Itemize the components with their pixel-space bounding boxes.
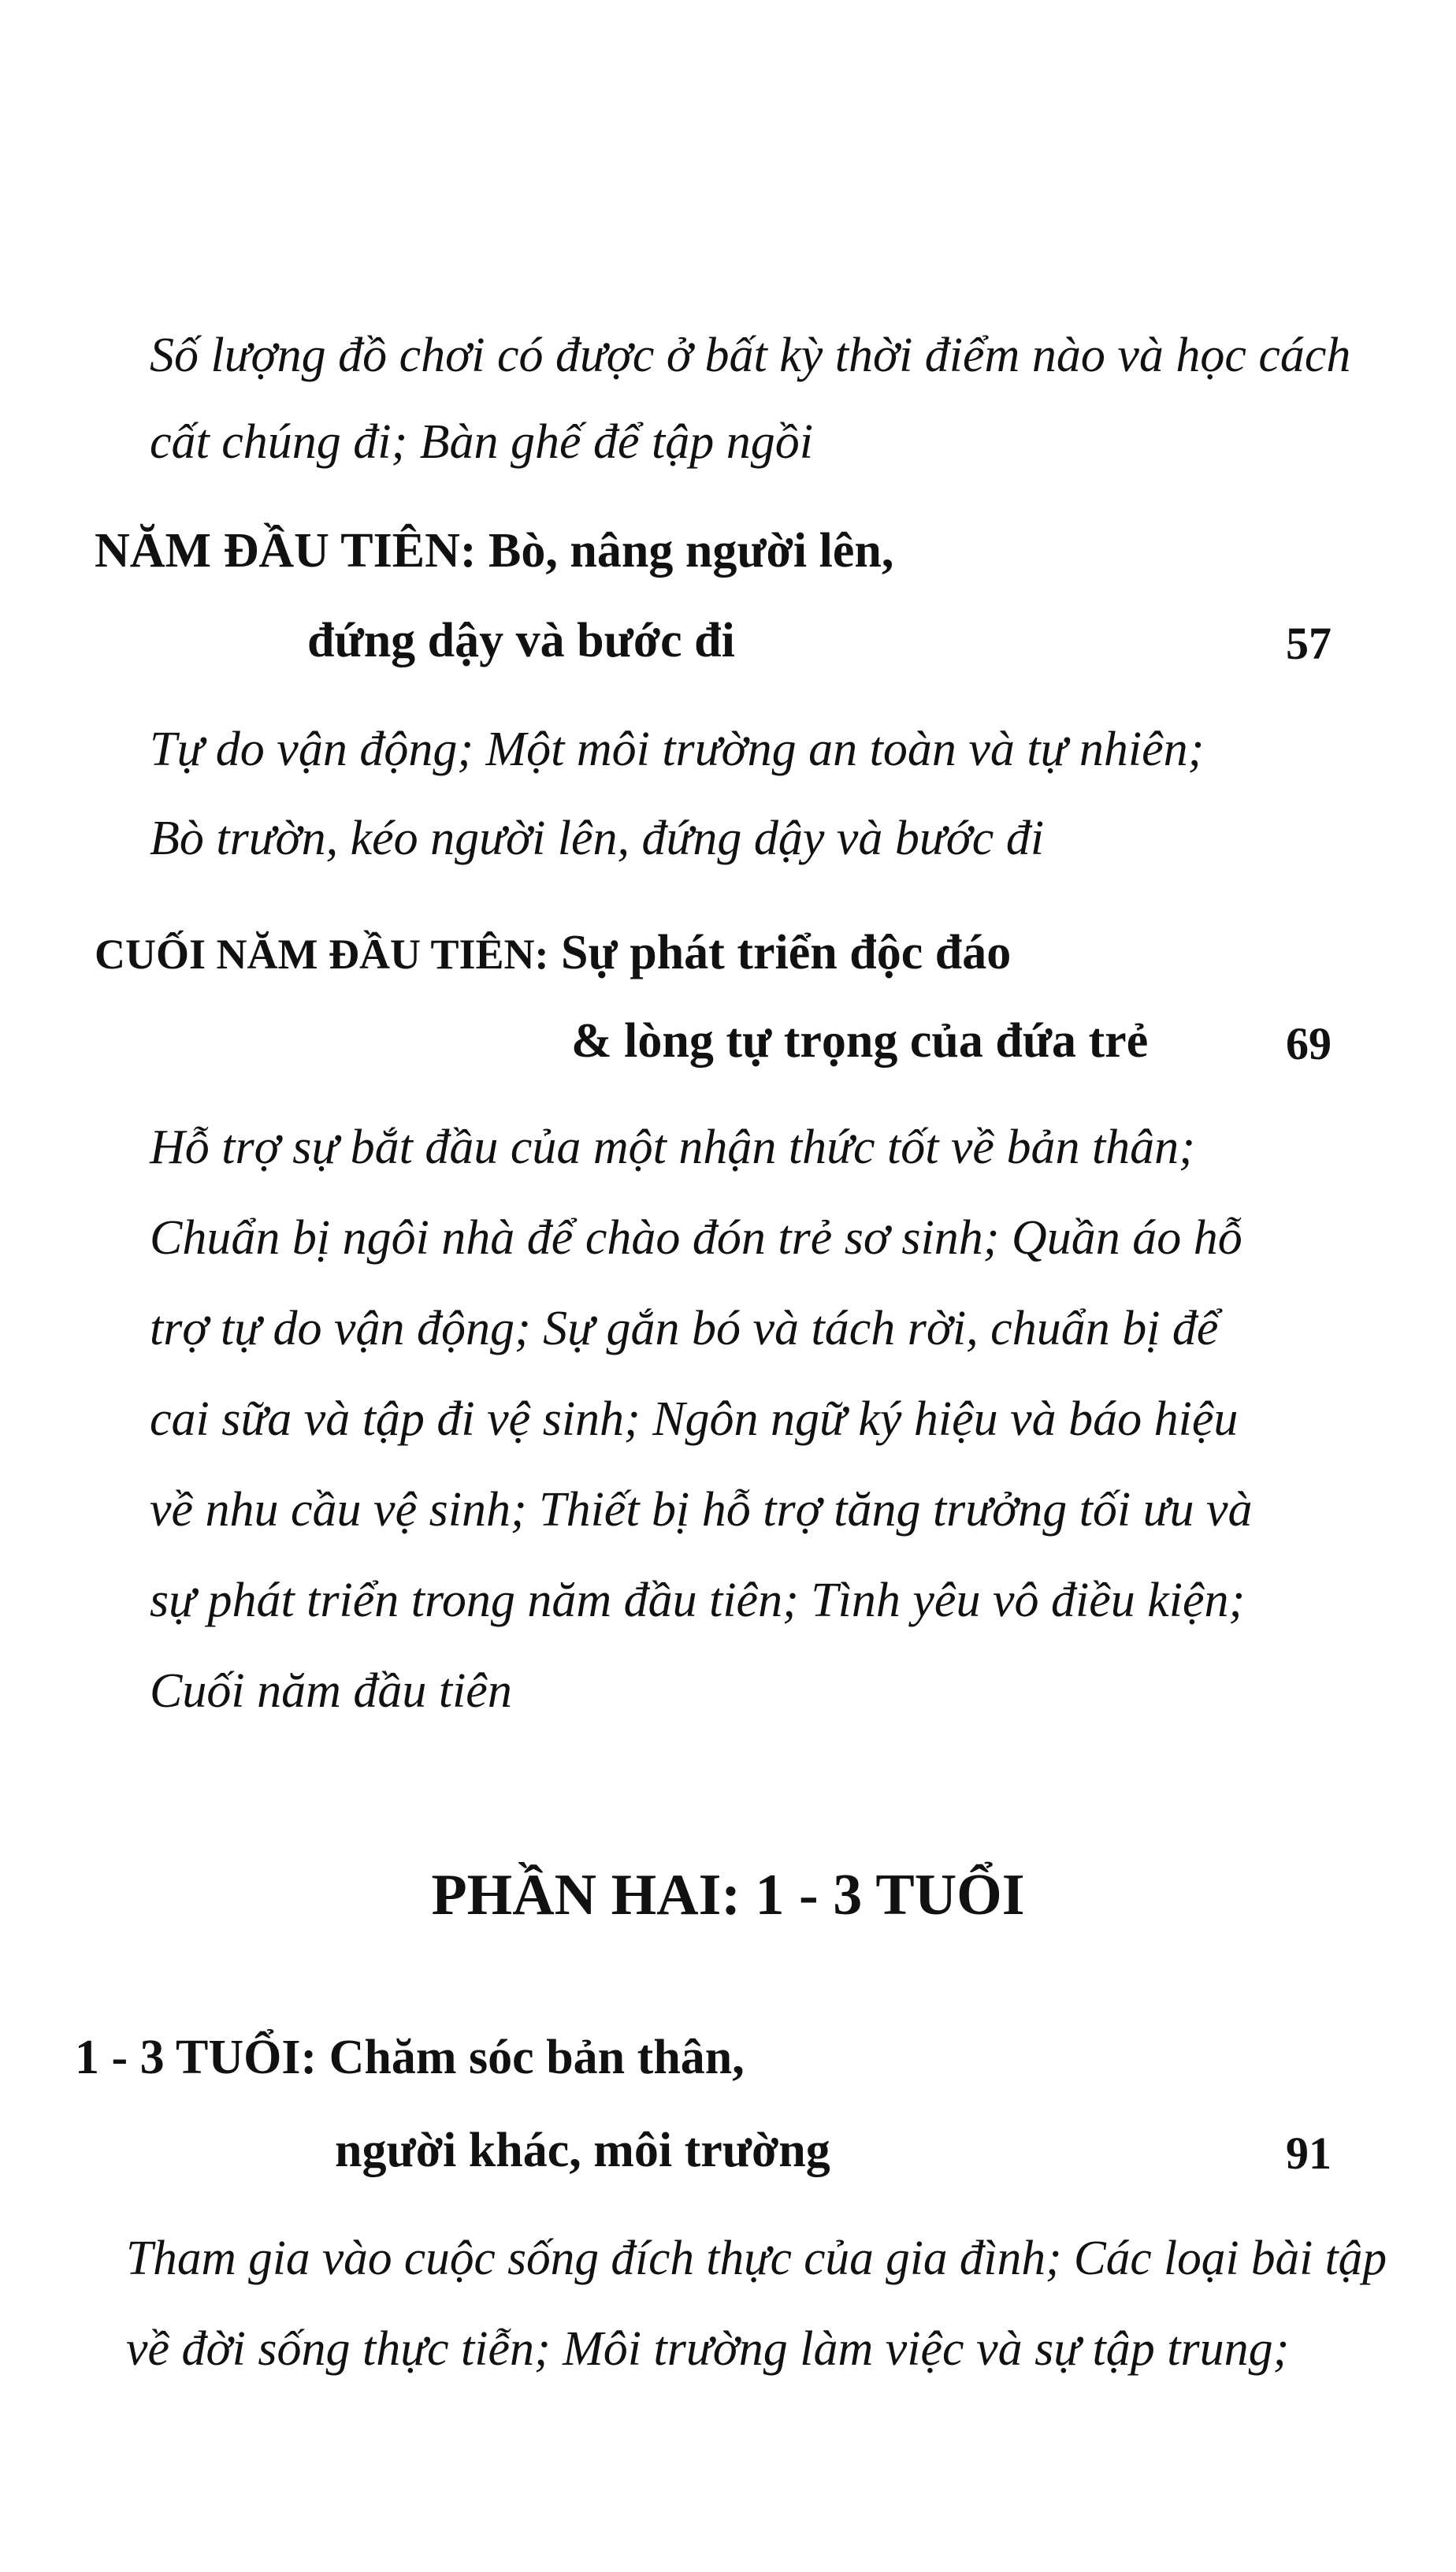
toc-heading-prefix: NĂM ĐẦU TIÊN: [95, 524, 477, 578]
toc-description-line: Chuẩn bị ngôi nhà để chào đón trẻ sơ sinh; Quần áo hỗ [150, 1211, 1242, 1265]
toc-description-line: cai sữa và tập đi vệ sinh; Ngôn ngữ ký hiệu và báo hiệu [150, 1392, 1239, 1446]
toc-description-line: trợ tự do vận động; Sự gắn bó và tách rời, chuẩn bị để [150, 1302, 1219, 1355]
toc-description-line: Hỗ trợ sự bắt đầu của một nhận thức tốt về bản thân; [150, 1121, 1195, 1174]
toc-description-line: Tham gia vào cuộc sống đích thực của gia đình; Các loại bài tập [126, 2232, 1387, 2285]
part-title: PHẦN HAI: 1 - 3 TUỔI [431, 1863, 1025, 1927]
toc-description-line: cất chúng đi; Bàn ghế để tập ngồi [150, 415, 813, 469]
toc-heading-title: Sự phát triển độc đáo [561, 926, 1012, 979]
toc-heading-prefix: CUỐI NĂM ĐẦU TIÊN: [95, 931, 549, 978]
toc-heading-line [95, 524, 894, 578]
toc-description-line: về nhu cầu vệ sinh; Thiết bị hỗ trợ tăng trưởng tối ưu và [150, 1483, 1253, 1537]
toc-description-line: về đời sống thực tiễn; Môi trường làm việc và sự tập trung; [126, 2322, 1290, 2376]
toc-heading-line [75, 2033, 745, 2082]
toc-description-line: Cuối năm đầu tiên [150, 1664, 512, 1718]
toc-heading-title: Chăm sóc bản thân, [329, 2031, 745, 2084]
toc-description-line: Số lượng đồ chơi có được ở bất kỳ thời điểm nào và học cách [150, 329, 1351, 382]
toc-heading-line: & lòng tự trọng của đứa trẻ [571, 1014, 1149, 1068]
toc-heading-line: người khác, môi trường [335, 2124, 830, 2177]
toc-heading-line: đứng dậy và bước đi [307, 614, 735, 667]
toc-page-number: 57 [1286, 618, 1332, 669]
toc-description-line: sự phát triển trong năm đầu tiên; Tình yêu vô điều kiện; [150, 1574, 1246, 1627]
toc-page-number: 91 [1286, 2128, 1332, 2179]
toc-heading-line [95, 928, 1011, 977]
toc-description-line: Bò trườn, kéo người lên, đứng dậy và bước đi [150, 812, 1045, 865]
toc-heading-title: Bò, nâng người lên, [488, 524, 894, 578]
toc-heading-prefix: 1 - 3 TUỔI: [75, 2031, 318, 2084]
toc-description-line: Tự do vận động; Một môi trường an toàn và tự nhiên; [150, 723, 1205, 776]
toc-page-number: 69 [1286, 1018, 1332, 1069]
